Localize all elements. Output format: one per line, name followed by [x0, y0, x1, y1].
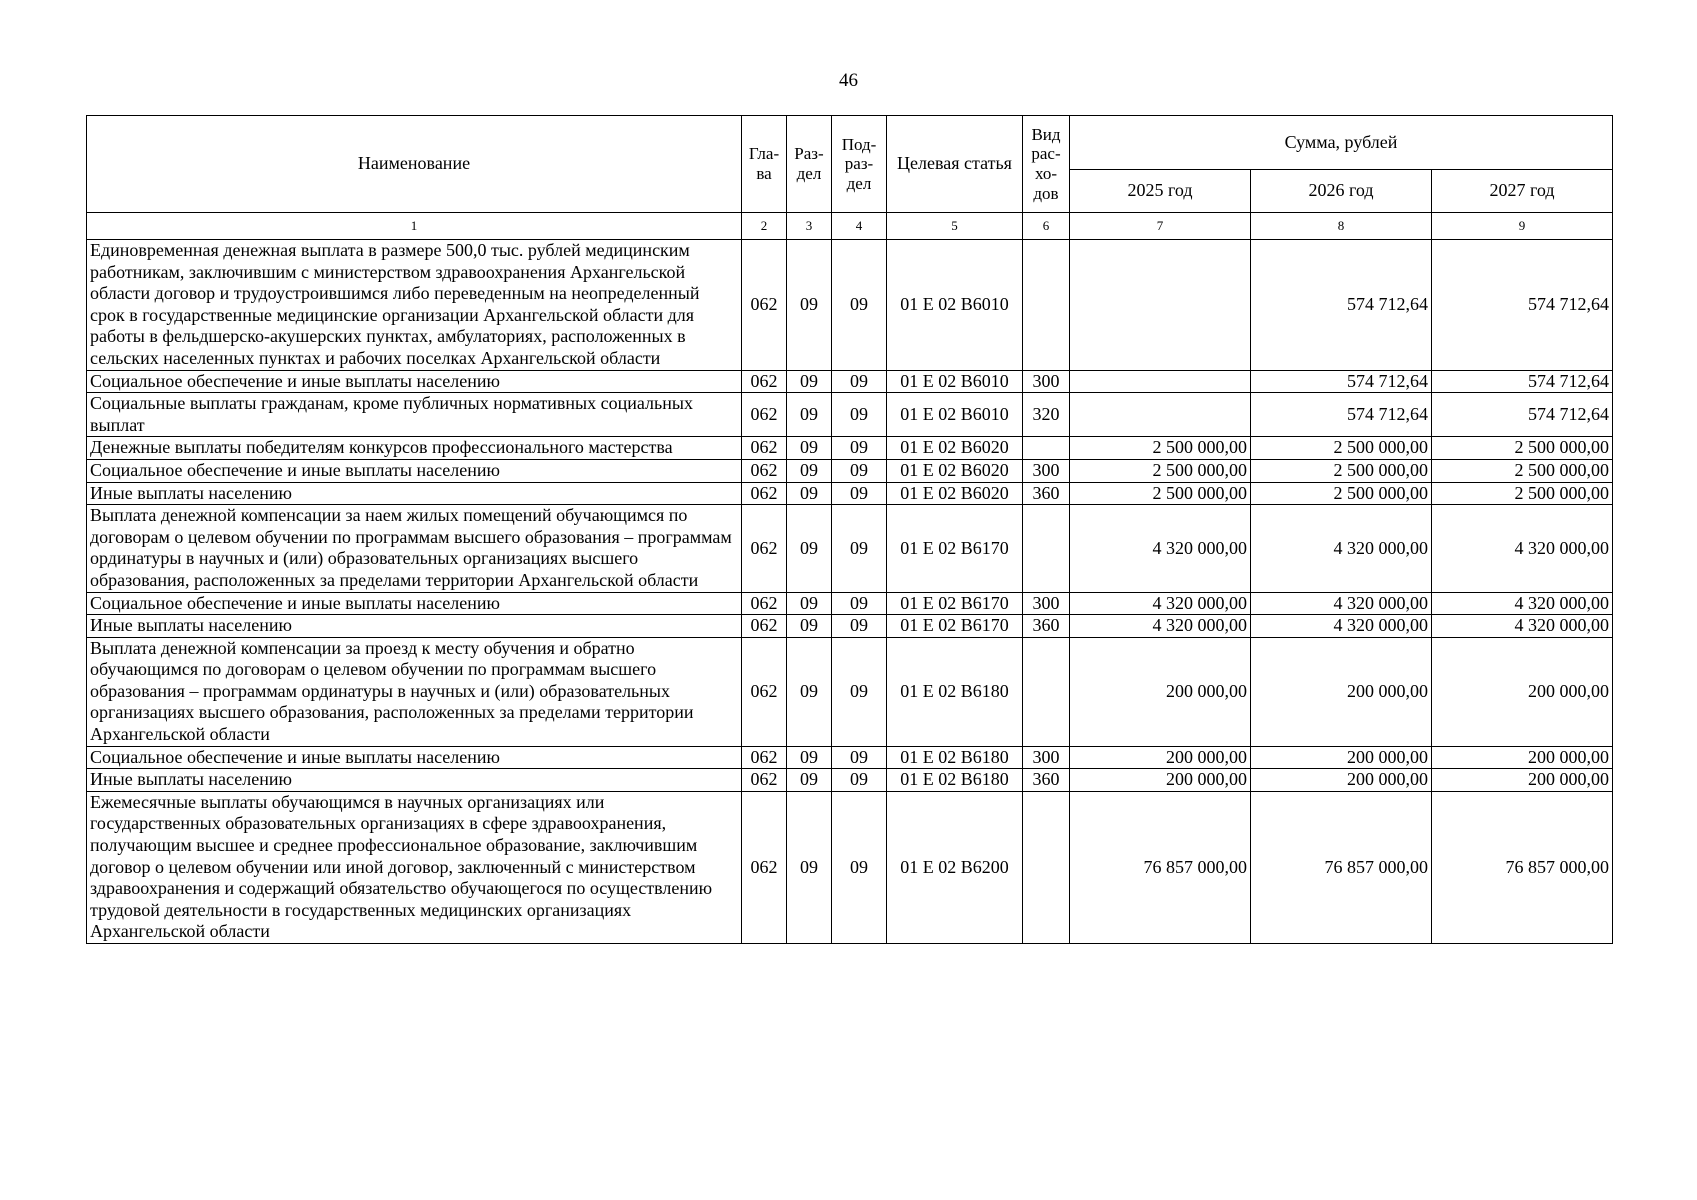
row-podrazdel: 09	[832, 592, 887, 615]
table-row	[87, 615, 1613, 638]
row-celevaya-statya: 01 Е 02 В6170	[887, 615, 1023, 638]
row-sum-2026: 4 320 000,00	[1251, 615, 1432, 638]
column-number: 9	[1432, 213, 1613, 240]
row-celevaya-statya: 01 Е 02 В6020	[887, 482, 1023, 505]
row-sum-2026: 2 500 000,00	[1251, 459, 1432, 482]
row-razdel: 09	[787, 240, 832, 371]
row-vid-rashodov	[1023, 791, 1070, 943]
header-vid-rashodov: Вид рас- хо- дов	[1023, 116, 1070, 213]
row-celevaya-statya: 01 Е 02 В6170	[887, 505, 1023, 592]
page-number: 46	[839, 70, 858, 91]
row-vid-rashodov: 320	[1023, 393, 1070, 437]
row-razdel: 09	[787, 615, 832, 638]
row-celevaya-statya: 01 Е 02 В6170	[887, 592, 1023, 615]
column-number: 1	[87, 213, 742, 240]
row-glava: 062	[742, 791, 787, 943]
header-razdel: Раз- дел	[787, 116, 832, 213]
row-sum-2027: 4 320 000,00	[1432, 592, 1613, 615]
row-razdel: 09	[787, 482, 832, 505]
row-podrazdel: 09	[832, 393, 887, 437]
row-sum-2027: 2 500 000,00	[1432, 437, 1613, 460]
row-sum-2027: 2 500 000,00	[1432, 482, 1613, 505]
row-podrazdel: 09	[832, 505, 887, 592]
row-razdel: 09	[787, 393, 832, 437]
row-celevaya-statya: 01 Е 02 В6010	[887, 240, 1023, 371]
row-name: Выплата денежной компенсации за проезд к месту обучения и обратно обучающимся по договорам о целевом обучении по программам высшего образования – программам ординатуры в научных и (или) образовательных организациях высшего образования, расположенных за пределами территории Архангельской области	[87, 637, 742, 746]
row-sum-2026: 4 320 000,00	[1251, 592, 1432, 615]
row-glava: 062	[742, 746, 787, 769]
row-glava: 062	[742, 370, 787, 393]
row-sum-2026: 200 000,00	[1251, 746, 1432, 769]
row-vid-rashodov: 360	[1023, 482, 1070, 505]
row-glava: 062	[742, 505, 787, 592]
row-vid-rashodov	[1023, 637, 1070, 746]
row-celevaya-statya: 01 Е 02 В6010	[887, 393, 1023, 437]
row-celevaya-statya: 01 Е 02 В6010	[887, 370, 1023, 393]
table-header	[87, 116, 1613, 240]
row-razdel: 09	[787, 370, 832, 393]
row-name: Иные выплаты населению	[87, 769, 742, 792]
row-razdel: 09	[787, 592, 832, 615]
row-podrazdel: 09	[832, 615, 887, 638]
row-razdel: 09	[787, 746, 832, 769]
column-number: 7	[1070, 213, 1251, 240]
row-sum-2025: 2 500 000,00	[1070, 482, 1251, 505]
column-number-row	[87, 213, 1613, 240]
header-podrazdel: Под- раз- дел	[832, 116, 887, 213]
budget-table	[86, 115, 1613, 944]
row-sum-2026: 200 000,00	[1251, 769, 1432, 792]
row-sum-2025	[1070, 370, 1251, 393]
row-celevaya-statya: 01 Е 02 В6200	[887, 791, 1023, 943]
row-celevaya-statya: 01 Е 02 В6180	[887, 769, 1023, 792]
row-vid-rashodov: 300	[1023, 746, 1070, 769]
table-row	[87, 370, 1613, 393]
row-name: Ежемесячные выплаты обучающимся в научных организациях или государственных образовательных организациях в сфере здравоохранения, получающим высшее и среднее профессиональное образование, заключившим договор о целевом обучении или иной договор, заключенный с министерством здравоохранения и содержащий обязательство обучающегося по осуществлению трудовой деятельности в государственных медицинских организациях Архангельской области	[87, 791, 742, 943]
row-sum-2025: 76 857 000,00	[1070, 791, 1251, 943]
row-sum-2027: 4 320 000,00	[1432, 615, 1613, 638]
row-podrazdel: 09	[832, 437, 887, 460]
row-podrazdel: 09	[832, 637, 887, 746]
row-podrazdel: 09	[832, 370, 887, 393]
row-name: Иные выплаты населению	[87, 482, 742, 505]
row-sum-2025: 200 000,00	[1070, 746, 1251, 769]
table-row	[87, 746, 1613, 769]
row-name: Социальное обеспечение и иные выплаты населению	[87, 592, 742, 615]
row-sum-2026: 2 500 000,00	[1251, 437, 1432, 460]
row-sum-2025	[1070, 240, 1251, 371]
row-sum-2027: 574 712,64	[1432, 240, 1613, 371]
row-sum-2027: 200 000,00	[1432, 769, 1613, 792]
row-name: Денежные выплаты победителям конкурсов профессионального мастерства	[87, 437, 742, 460]
column-number: 2	[742, 213, 787, 240]
row-razdel: 09	[787, 437, 832, 460]
row-name: Социальное обеспечение и иные выплаты населению	[87, 746, 742, 769]
row-name: Социальное обеспечение и иные выплаты населению	[87, 370, 742, 393]
row-glava: 062	[742, 637, 787, 746]
row-sum-2027: 4 320 000,00	[1432, 505, 1613, 592]
row-sum-2027: 200 000,00	[1432, 746, 1613, 769]
row-sum-2026: 4 320 000,00	[1251, 505, 1432, 592]
row-name: Социальное обеспечение и иные выплаты населению	[87, 459, 742, 482]
row-glava: 062	[742, 240, 787, 371]
row-name: Иные выплаты населению	[87, 615, 742, 638]
table-row	[87, 769, 1613, 792]
row-vid-rashodov: 360	[1023, 769, 1070, 792]
row-glava: 062	[742, 769, 787, 792]
header-year-2025: 2025 год	[1070, 170, 1251, 213]
row-razdel: 09	[787, 505, 832, 592]
row-podrazdel: 09	[832, 482, 887, 505]
row-podrazdel: 09	[832, 769, 887, 792]
row-glava: 062	[742, 615, 787, 638]
row-sum-2026: 574 712,64	[1251, 393, 1432, 437]
header-year-2027: 2027 год	[1432, 170, 1613, 213]
row-name: Социальные выплаты гражданам, кроме публичных нормативных социальных выплат	[87, 393, 742, 437]
row-glava: 062	[742, 592, 787, 615]
row-celevaya-statya: 01 Е 02 В6180	[887, 637, 1023, 746]
column-number: 3	[787, 213, 832, 240]
row-razdel: 09	[787, 791, 832, 943]
row-vid-rashodov	[1023, 437, 1070, 460]
row-celevaya-statya: 01 Е 02 В6020	[887, 437, 1023, 460]
row-glava: 062	[742, 482, 787, 505]
row-sum-2027: 574 712,64	[1432, 370, 1613, 393]
table-row	[87, 482, 1613, 505]
table-body	[87, 240, 1613, 944]
row-glava: 062	[742, 437, 787, 460]
row-sum-2025: 2 500 000,00	[1070, 437, 1251, 460]
row-sum-2027: 2 500 000,00	[1432, 459, 1613, 482]
row-sum-2026: 574 712,64	[1251, 240, 1432, 371]
row-sum-2025: 4 320 000,00	[1070, 505, 1251, 592]
row-razdel: 09	[787, 769, 832, 792]
column-number: 4	[832, 213, 887, 240]
column-number: 5	[887, 213, 1023, 240]
row-sum-2025: 200 000,00	[1070, 637, 1251, 746]
table-row	[87, 240, 1613, 371]
row-name: Единовременная денежная выплата в размере 500,0 тыс. рублей медицинским работникам, заключившим с министерством здравоохранения Архангельской области договор и трудоустроившимся либо переведенным на неопределенный срок в государственные медицинские организации Архангельской области для работы в фельдшерско-акушерских пунктах, амбулаториях, расположенных в сельских населенных пунктах и рабочих поселках Архангельской области	[87, 240, 742, 371]
column-number: 6	[1023, 213, 1070, 240]
row-sum-2025: 4 320 000,00	[1070, 615, 1251, 638]
row-sum-2026: 76 857 000,00	[1251, 791, 1432, 943]
table-row	[87, 437, 1613, 460]
row-sum-2026: 2 500 000,00	[1251, 482, 1432, 505]
row-sum-2025	[1070, 393, 1251, 437]
header-year-2026: 2026 год	[1251, 170, 1432, 213]
row-sum-2026: 200 000,00	[1251, 637, 1432, 746]
row-celevaya-statya: 01 Е 02 В6180	[887, 746, 1023, 769]
row-sum-2026: 574 712,64	[1251, 370, 1432, 393]
row-sum-2025: 2 500 000,00	[1070, 459, 1251, 482]
row-sum-2027: 200 000,00	[1432, 637, 1613, 746]
row-podrazdel: 09	[832, 459, 887, 482]
table-row	[87, 459, 1613, 482]
header-summa: Сумма, рублей	[1070, 116, 1613, 170]
row-podrazdel: 09	[832, 746, 887, 769]
row-sum-2025: 4 320 000,00	[1070, 592, 1251, 615]
table-row	[87, 505, 1613, 592]
table-row	[87, 637, 1613, 746]
header-name: Наименование	[87, 116, 742, 213]
row-vid-rashodov	[1023, 240, 1070, 371]
row-vid-rashodov: 300	[1023, 592, 1070, 615]
row-vid-rashodov: 360	[1023, 615, 1070, 638]
row-glava: 062	[742, 393, 787, 437]
header-glava: Гла- ва	[742, 116, 787, 213]
table-row	[87, 791, 1613, 943]
table-row	[87, 393, 1613, 437]
row-sum-2027: 76 857 000,00	[1432, 791, 1613, 943]
header-celevaya-statya: Целевая статья	[887, 116, 1023, 213]
row-razdel: 09	[787, 459, 832, 482]
row-sum-2025: 200 000,00	[1070, 769, 1251, 792]
row-name: Выплата денежной компенсации за наем жилых помещений обучающимся по договорам о целевом обучении по программам высшего образования – программам ординатуры в научных и (или) образовательных организациях высшего образования, расположенных за пределами территории Архангельской области	[87, 505, 742, 592]
row-sum-2027: 574 712,64	[1432, 393, 1613, 437]
table-row	[87, 592, 1613, 615]
row-razdel: 09	[787, 637, 832, 746]
row-vid-rashodov: 300	[1023, 370, 1070, 393]
column-number: 8	[1251, 213, 1432, 240]
row-podrazdel: 09	[832, 240, 887, 371]
row-vid-rashodov	[1023, 505, 1070, 592]
row-glava: 062	[742, 459, 787, 482]
row-podrazdel: 09	[832, 791, 887, 943]
row-celevaya-statya: 01 Е 02 В6020	[887, 459, 1023, 482]
row-vid-rashodov: 300	[1023, 459, 1070, 482]
